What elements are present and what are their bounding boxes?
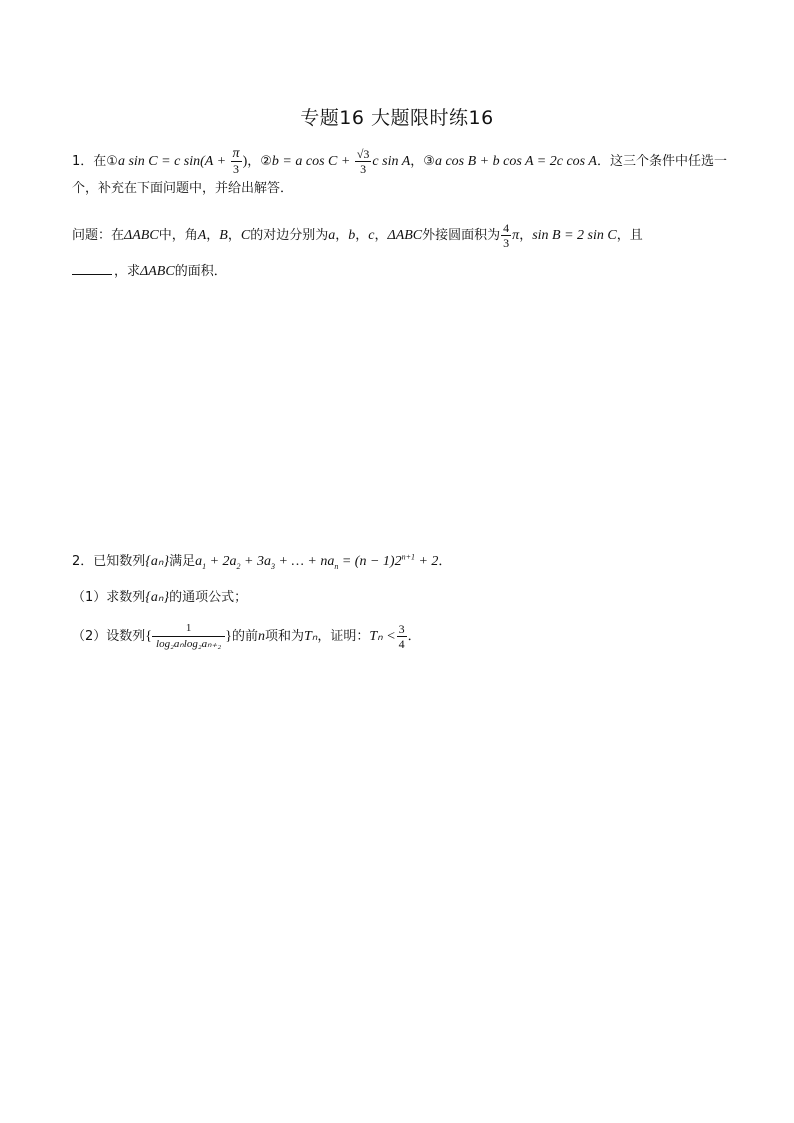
side-b: b: [348, 228, 356, 243]
q2-line-1: [72, 553, 451, 571]
side-c: c: [368, 228, 375, 243]
sum-tn: Tₙ: [303, 629, 318, 644]
q1-tail: ．这三个条件中任选一: [596, 154, 727, 169]
period: ．: [407, 629, 421, 644]
problem-text: 的面积．: [174, 264, 227, 279]
condition-3-mark: ③: [423, 154, 435, 169]
triangle-abc: ΔABC: [387, 228, 423, 243]
condition-1-mark: ①: [106, 154, 118, 169]
log-fraction: $\frac{1}{\text{log₂aₙlog₂aₙ₊₂}}$: [152, 622, 225, 651]
sequence-a: {aₙ}: [145, 554, 170, 569]
comma: ，: [374, 228, 388, 243]
problem-text: 已知数列: [93, 554, 146, 569]
angle-b: B: [219, 228, 228, 243]
condition-2-fraction: $\frac{√3}{3}$: [356, 147, 370, 176]
comma: ，: [335, 228, 349, 243]
comma: ，: [519, 228, 533, 243]
comma: ，: [355, 228, 369, 243]
problem-text: 设数列: [106, 629, 146, 644]
condition-2-mark: ②: [260, 154, 272, 169]
sequence-a: {aₙ}: [145, 590, 170, 605]
problem-text: 满足: [169, 554, 196, 569]
inequality-fraction: $\frac{3}{4}$: [398, 622, 405, 651]
angle-a: A: [197, 228, 207, 243]
comma: ，: [227, 228, 241, 243]
inequality-lhs: Tₙ <: [369, 629, 396, 644]
problem-text: 的对边分别为: [250, 228, 329, 243]
problem-text: ，求: [114, 264, 141, 279]
sine-condition: sin B = 2 sin C: [532, 228, 617, 243]
problem-text: 外接圆面积为: [422, 228, 501, 243]
page-title: 专题16 大题限时练16: [300, 107, 494, 129]
problem-text: 的前: [231, 629, 258, 644]
period: ．: [438, 554, 452, 569]
q1-line-4: [72, 262, 227, 281]
problem-text: 中，角: [158, 228, 198, 243]
part-label: （2）: [72, 629, 107, 644]
condition-1-fraction: $\frac{\pi}{3}$: [232, 146, 240, 176]
problem-text: 项和为: [264, 629, 304, 644]
q2-number: 2．: [72, 554, 94, 569]
variable-n: n: [257, 629, 265, 644]
condition-1-close: ): [242, 154, 248, 169]
q1-intro: 在: [93, 154, 107, 169]
q1-line-3: [72, 222, 643, 249]
q1-line-2: 个，补充在下面问题中，并给出解答．: [72, 181, 294, 196]
q1-line-1: [72, 148, 727, 175]
problem-text: ，且: [616, 228, 643, 243]
answer-blank[interactable]: [72, 262, 112, 275]
condition-1-lhs: a sin C = c sin(A +: [117, 154, 230, 169]
recurrence-formula: $a_1 + 2a_2 + 3a_3$ + … + $na_n = (n - 1)2^{n+1} + 2$: [195, 552, 439, 571]
triangle-abc: ΔABC: [140, 264, 175, 279]
problem-text: 求数列: [106, 590, 146, 605]
problem-prefix: 问题：在: [72, 228, 125, 243]
part-label: （1）: [72, 590, 107, 605]
problem-text: ，证明：: [317, 629, 370, 644]
comma: ，: [206, 228, 220, 243]
q1-number: 1．: [72, 154, 94, 169]
condition-3-expr: a cos B + b cos A = 2c cos A: [434, 154, 597, 169]
angle-c: C: [240, 228, 251, 243]
pi-symbol: π: [512, 228, 520, 243]
condition-2-rhs: c sin A: [372, 154, 411, 169]
triangle-abc: ΔABC: [124, 228, 159, 243]
q2-part-1: [72, 589, 247, 607]
problem-text: 的通项公式；: [169, 590, 248, 605]
condition-2-lhs: b = a cos C +: [271, 154, 354, 169]
area-fraction: $\frac{4}{3}$: [503, 221, 510, 250]
q2-part-2: （2）设数列{ $\frac{1}{\text{log₂aₙlog₂aₙ₊₂}}$ }的前n项和为Tₙ，证明：Tₙ < $\frac{3}{4}$ ．: [72, 622, 421, 651]
side-a: a: [328, 228, 336, 243]
separator: ，: [247, 154, 261, 169]
separator: ，: [410, 154, 424, 169]
